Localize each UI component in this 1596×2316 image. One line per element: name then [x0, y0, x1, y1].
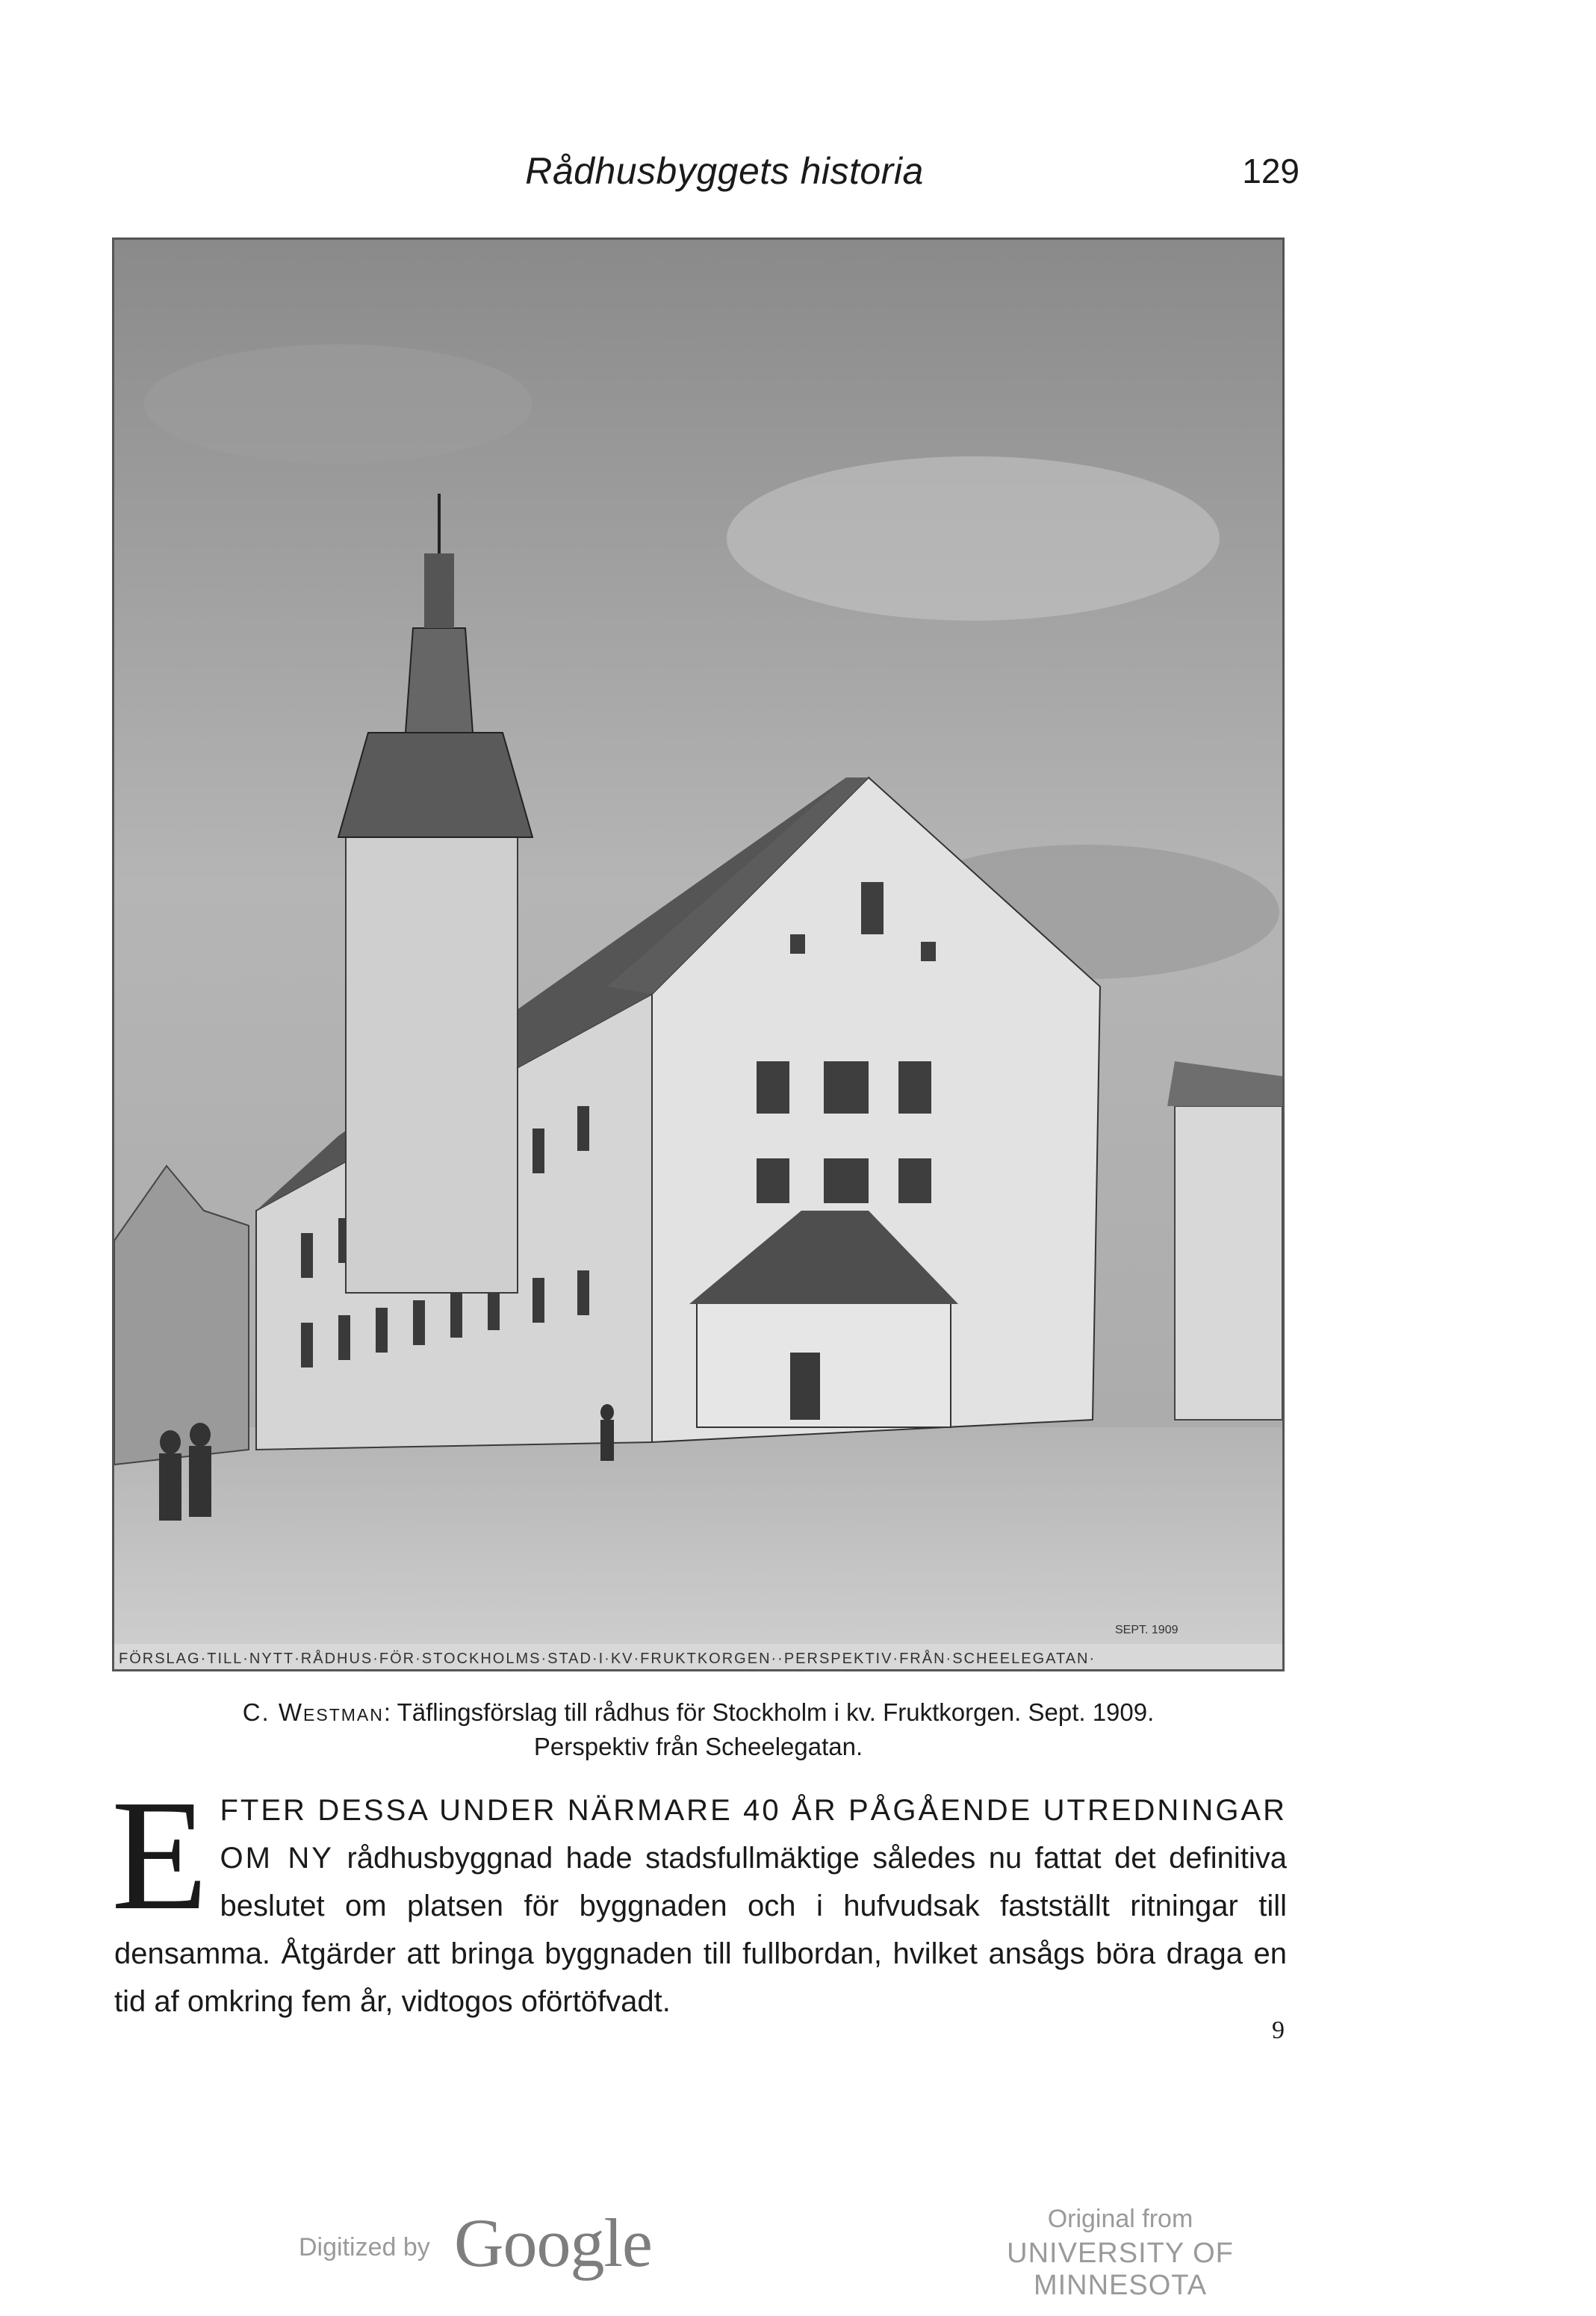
illustration-plate [112, 238, 1285, 1671]
opening-words: FTER DESSA UNDER NÄRMARE 40 ÅR PÅGÅENDE UTREDNINGAR OM NY [220, 1794, 1287, 1875]
tower-body [346, 830, 518, 1293]
cloud [144, 344, 532, 464]
right-wing [1175, 1106, 1282, 1420]
tower-cupola [424, 553, 454, 628]
caption-text: Täflingsförslag till rådhus för Stockholm i kv. Fruktkorgen. Sept. 1909. [397, 1698, 1155, 1726]
tower-lantern [406, 628, 473, 733]
body-paragraph [111, 1767, 1287, 2025]
figure-caption [112, 1695, 1285, 1764]
running-title: Rådhusbyggets historia [525, 150, 924, 192]
original-from-label: Original from [1047, 2205, 1193, 2233]
paragraph-text: rådhusbyggnad hade stadsfullmäktige således nu fattat det definitiva beslutet om platsen för byggnaden och i hufvudsak fastställt ritningar till densamma. Åtgärder att bringa byggnaden till fullbordan, hvilket ansågs böra draga en tid af omkring fem år, vidtogos oförtöfvadt. [114, 1842, 1287, 2018]
signature-mark: 9 [1272, 2017, 1285, 2044]
caption-line-1: C. Westman: Täflingsförslag till rådhus för Stockholm i kv. Fruktkorgen. Sept. 1909. [242, 1698, 1155, 1726]
tower-roof [338, 733, 532, 837]
digitized-by-label: Digitized by [299, 2233, 430, 2261]
google-logo: Google [454, 2205, 652, 2281]
plate-inscription: FÖRSLAG·TILL·NYTT·RÅDHUS·FÖR·STOCKHOLMS·STAD·I·KV·FRUKTKORGEN··PERSPEKTIV·FRÅN·SCHEELEGATAN· [119, 1651, 1096, 1667]
plate-date-mark: SEPT. 1909 [1115, 1624, 1179, 1636]
cloud [727, 456, 1220, 621]
building-perspective-drawing [114, 240, 1282, 1669]
caption-line-2: Perspektiv från Scheelegatan. [533, 1733, 863, 1760]
page-number: 129 [1242, 152, 1300, 190]
drop-cap: E [111, 1767, 208, 1943]
university-label: UNIVERSITY OF MINNESOTA [1007, 2238, 1234, 2301]
pavilion [697, 1300, 951, 1427]
caption-author: C. Westman [242, 1698, 384, 1726]
pavilion-door [790, 1353, 820, 1420]
street [114, 1427, 1282, 1669]
